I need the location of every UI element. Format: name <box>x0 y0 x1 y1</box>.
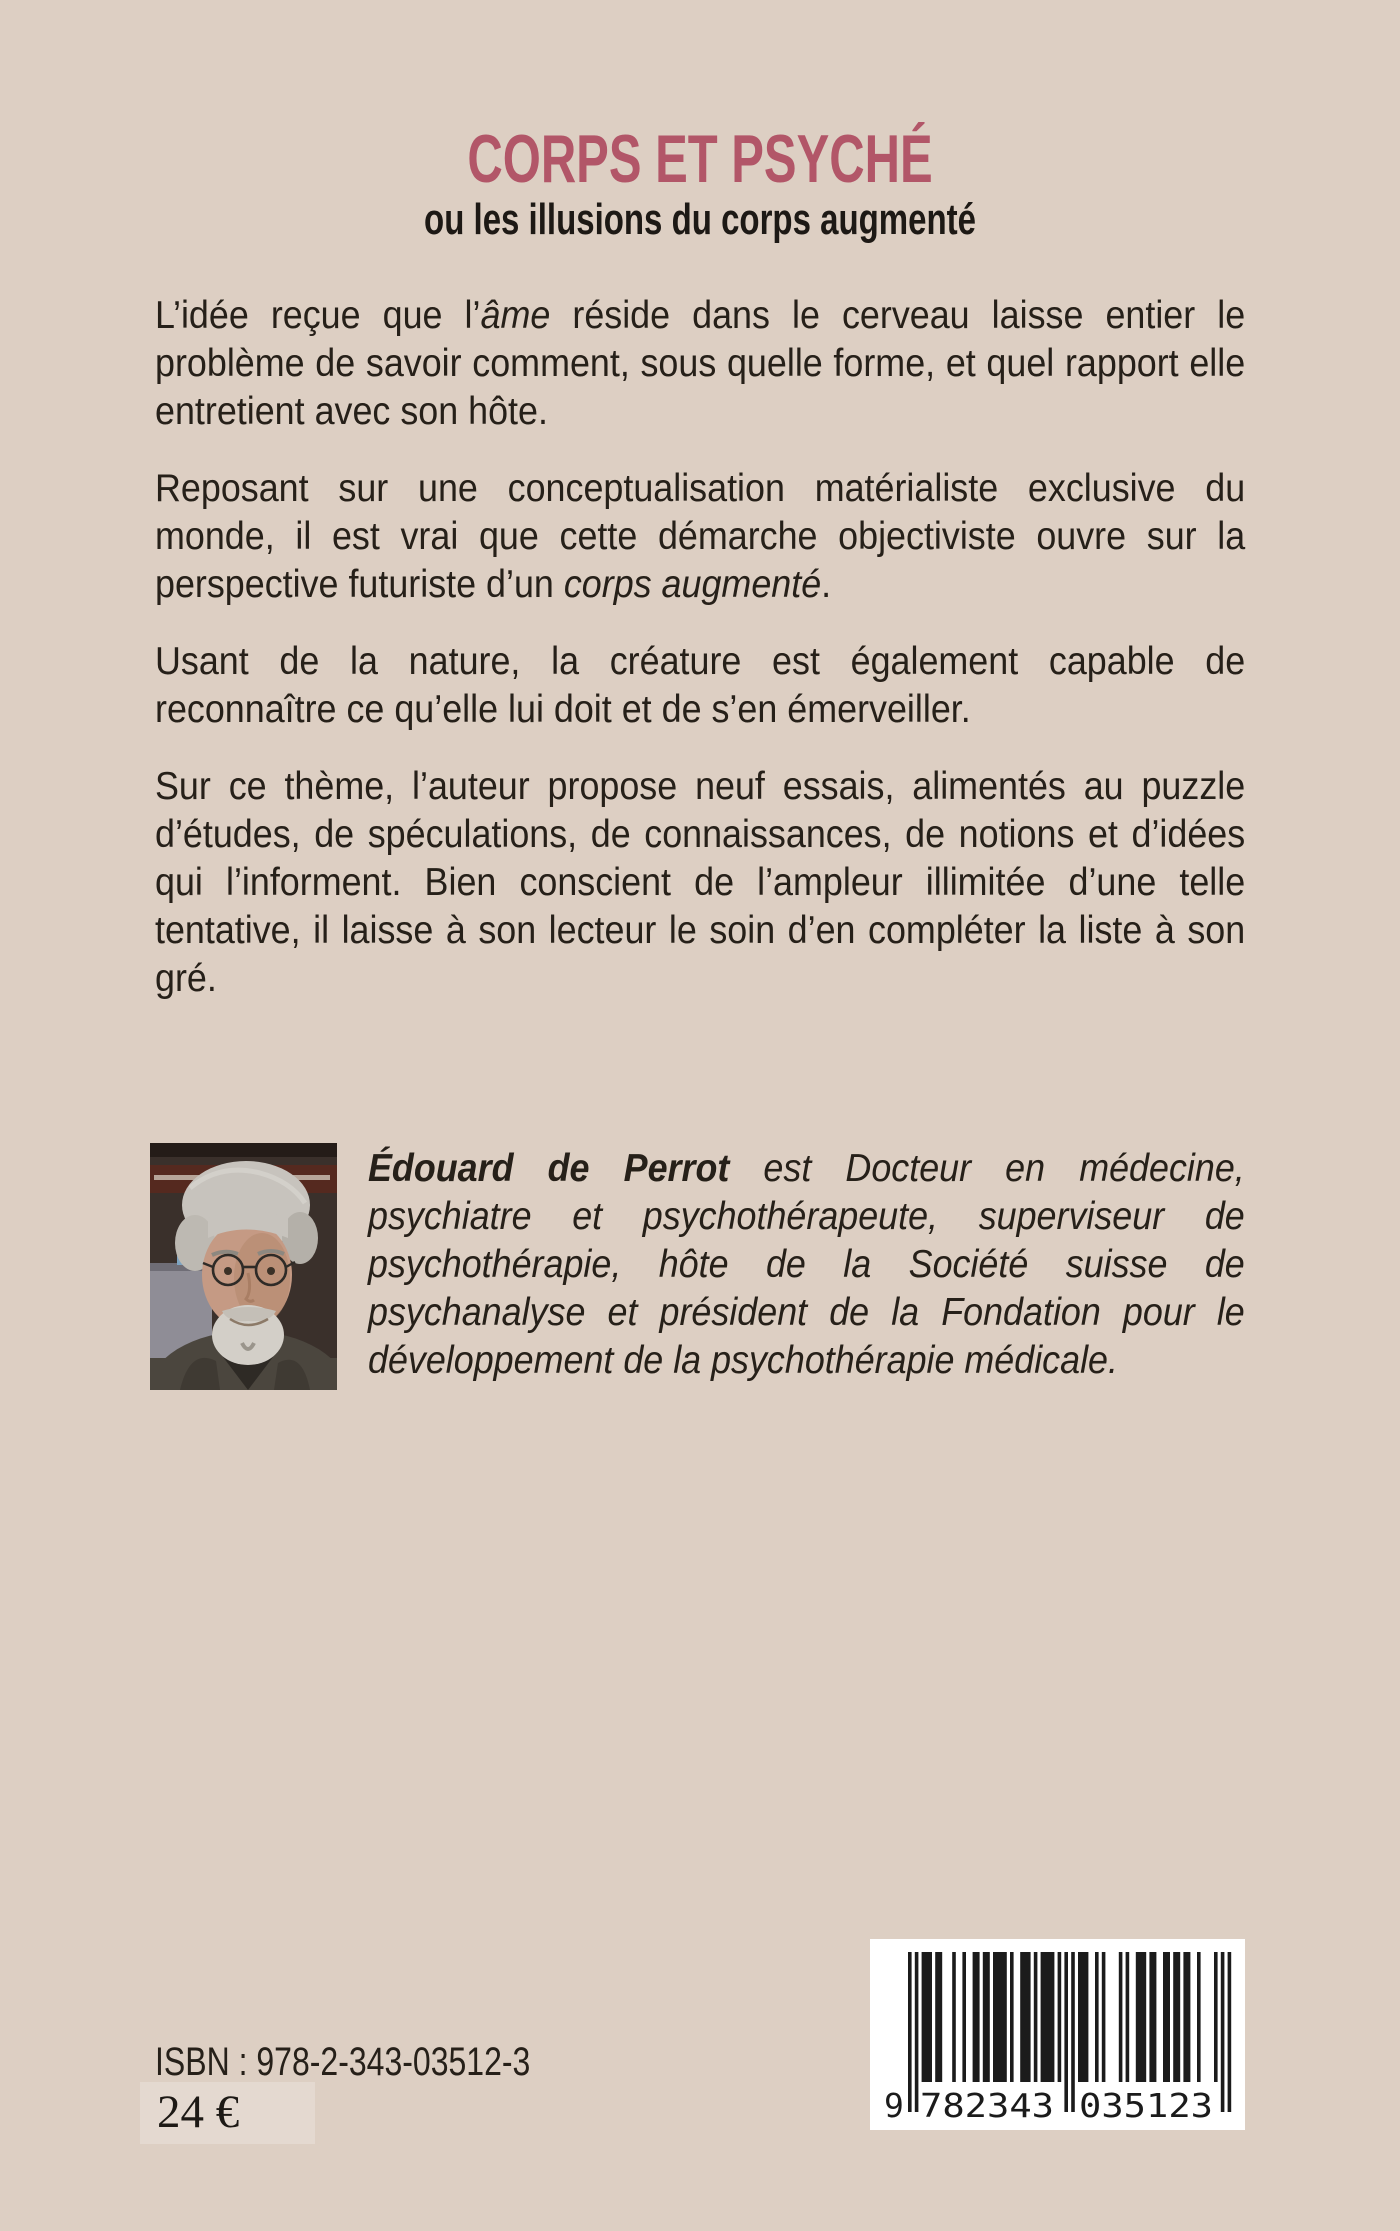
barcode-digits: 782343 <box>920 2086 1054 2125</box>
paragraph: Usant de la nature, la créature est également capable de reconnaître ce qu’elle lui doit et de s’en émerveiller. <box>155 640 1246 731</box>
back-cover-text <box>155 292 1245 1032</box>
author-block <box>150 1143 1340 1390</box>
barcode-digits: 9 <box>884 2086 904 2125</box>
barcode-image <box>870 1939 1245 2130</box>
isbn-text: ISBN : 978-2-343-03512-3 <box>155 2040 531 2084</box>
price-text: 24 € <box>157 2086 240 2138</box>
barcode-digits: 035123 <box>1079 2086 1213 2125</box>
author-bio-text: est Docteur en médecine, psychiatre et psychothérapeute, superviseur de psychothérapie, hôte de la Société suisse de psychanalyse et président de la Fondation pour le développement de la psychothérapie médicale. <box>368 1147 1245 1382</box>
page-subtitle: ou les illusions du corps augmenté <box>424 195 976 244</box>
barcode <box>870 1939 1245 2130</box>
paragraph: Reposant sur une conceptualisation matérialiste exclusive du monde, il est vrai que cette démarche objectiviste ouvre sur la perspective futuriste d’un corps augmenté. <box>155 467 1246 606</box>
author-photo <box>150 1143 337 1390</box>
author-bio <box>368 1143 1245 1385</box>
paragraph: Sur ce thème, l’auteur propose neuf essais, alimentés au puzzle d’études, de spéculations, de connaissances, de notions et d’idées qui l’informent. Bien conscient de l’ampleur illimitée d’une telle tentative, il laisse à son lecteur le soin d’en compléter la liste à son gré. <box>155 765 1246 1000</box>
author-name: Édouard de Perrot <box>368 1147 730 1190</box>
paragraph: L’idée reçue que l’âme réside dans le cerveau laisse entier le problème de savoir comment, sous quelle forme, et quel rapport elle entretient avec son hôte. <box>155 294 1246 433</box>
page-title: CORPS ET PSYCHÉ <box>467 121 933 197</box>
